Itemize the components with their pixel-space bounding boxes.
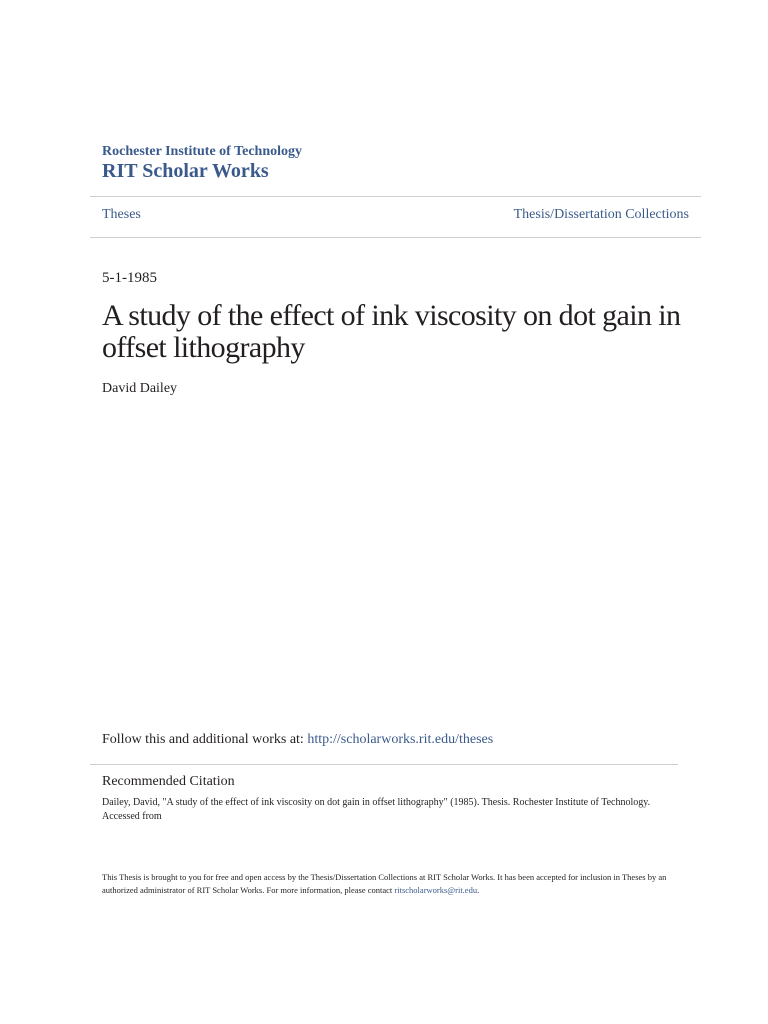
institution-name: Rochester Institute of Technology: [102, 144, 303, 159]
citation-heading: Recommended Citation: [102, 774, 235, 789]
contact-email-link[interactable]: ritscholarworks@rit.edu: [394, 885, 478, 895]
access-notice-text: This Thesis is brought to you for free and open access by the Thesis/Dissertation Collections at RIT Scholar Works. It has been accepted for inclusion in Theses by an authorized administrator of RIT Scholar Works. For more information, please contact: [102, 872, 667, 895]
paper-author: David Dailey: [102, 381, 178, 396]
collection-url-link[interactable]: http://scholarworks.rit.edu/theses: [307, 732, 494, 747]
citation-divider: [90, 764, 678, 765]
paper-title: A study of the effect of ink viscosity on dot gain in offset lithography: [102, 299, 681, 364]
access-notice-end: .: [477, 885, 480, 895]
nav-link-theses[interactable]: Theses: [102, 207, 141, 222]
header-divider-top: [90, 196, 701, 197]
follow-line: [102, 732, 493, 748]
site-name-link[interactable]: RIT Scholar Works: [102, 160, 269, 182]
publication-date: 5-1-1985: [102, 270, 157, 286]
header-divider-bottom: [90, 237, 701, 238]
citation-text: Dailey, David, "A study of the effect of ink viscosity on dot gain in offset lithography" (1985). Thesis. Rochester Institute of Technology. Accessed from: [102, 797, 651, 822]
follow-text: Follow this and additional works at:: [102, 732, 308, 747]
nav-link-collections[interactable]: Thesis/Dissertation Collections: [513, 207, 689, 222]
access-notice: [102, 871, 682, 897]
